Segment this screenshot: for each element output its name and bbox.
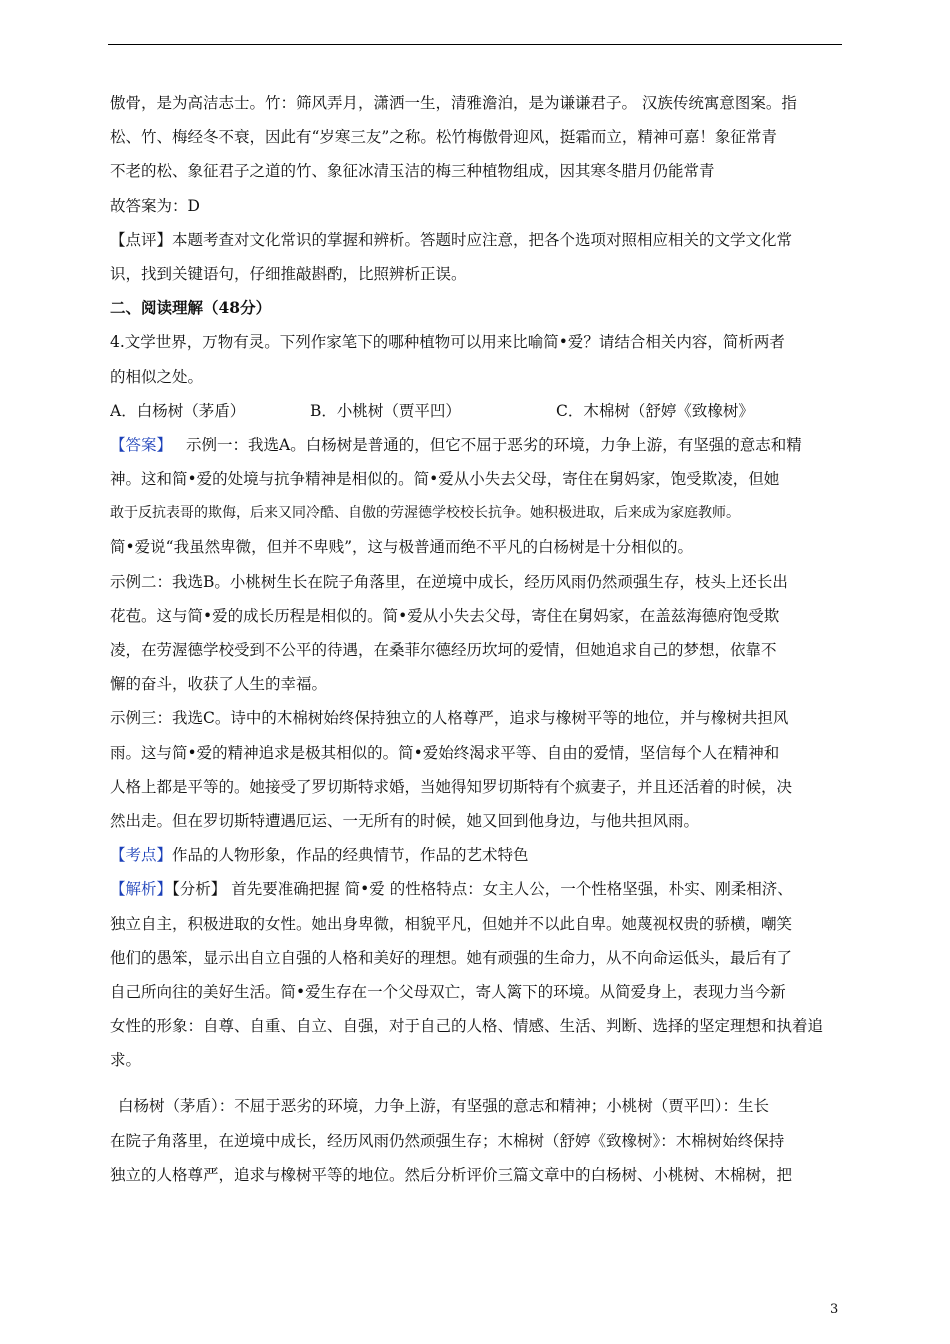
option-c: C．木棉树（舒婷《致橡树》 [556,401,754,420]
answer-text: 敢于反抗表哥的欺侮，后来又同冷酷、自傲的劳渥德学校校长抗争。她积极进取，后来成为家庭教师。 [110,505,740,522]
option-a: A．白杨树（茅盾） [110,401,246,420]
answer-text: 示例二：我选B。小桃树生长在院子角落里，在逆境中成长，经历风雨仍然顽强生存，枝头上还长出 [110,572,788,591]
answer-text: 凌，在劳渥德学校受到不公平的待遇，在桑菲尔德经历坎坷的爱情，但她追求自己的梦想，依靠不 [110,641,777,659]
header-rule [108,44,842,45]
kaodian-text: 作品的人物形象，作品的经典情节，作品的艺术特色 [172,846,529,865]
answer-text: 懈的奋斗，收获了人生的幸福。 [110,675,328,694]
text-line: 不老的松、象征君子之道的竹、象征冰清玉洁的梅三种植物组成，因其寒冬腊月仍能常青 [110,162,715,181]
analysis-text: 他们的愚笨，显示出自立自强的人格和美好的理想。她有顽强的生命力，从不向命运低头，最后有了 [110,948,793,967]
analysis-text: 女性的形象：自尊、自重、自立、自强，对于自己的人格、情感、生活、判断、选择的坚定理想和执着追 [110,1017,824,1036]
text-line: 松、竹、梅经冬不衰，因此有“岁寒三友”之称。松竹梅傲骨迎风，挺霜而立，精神可嘉！象征常青 [110,128,777,147]
comment-line: 识，找到关键语句，仔细推敲斟酌，比照辨析正误。 [110,264,467,283]
document-body [110,86,844,1192]
options-row [110,394,844,428]
answer-text: 示例一：我选A。白杨树是普通的，但它不屈于恶劣的环境，力争上游，有坚强的意志和精 [186,435,802,454]
answer-text: 花苞。这与简•爱的成长历程是相似的。简•爱从小失去父母，寄住在舅妈家，在盖兹海德府饱受欺 [110,606,780,625]
answer-text: 示例三：我选C。诗中的木棉树始终保持独立的人格尊严，追求与橡树平等的地位，并与橡树共担风 [110,709,789,728]
analysis-text: 自己所向往的美好生活。简•爱生存在一个父母双亡，寄人篱下的环境。从简爱身上，表现力当今新 [110,982,786,1001]
page-number: 3 [830,1302,839,1317]
analysis-text: 独立的人格尊严，追求与橡树平等的地位。然后分析评价三篇文章中的白杨树、小桃树、木棉树，把 [110,1165,793,1184]
analysis-text: 【分析】 首先要准确把握 简•爱 的性格特点：女主人公，一个性格坚强，朴实、刚柔相济、 [172,880,793,899]
analysis-text: 求。 [110,1051,142,1070]
analysis-text: 在院子角落里，在逆境中成长，经历风雨仍然顽强生存；木棉树（舒婷《致橡树》：木棉树始终保持 [110,1131,785,1150]
question-line: 4.文学世界，万物有灵。下列作家笔下的哪种植物可以用来比喻简•爱？请结合相关内容，简析两者 [110,333,785,352]
option-b: B．小桃树（贾平凹） [310,401,461,420]
answer-text: 神。这和简•爱的处境与抗争精神是相似的。简•爱从小失去父母，寄住在舅妈家，饱受欺凌，但她 [110,470,780,489]
analysis-text: 白杨树（茅盾）：不屈于恶劣的环境，力争上游，有坚强的意志和精神；小桃树（贾平凹）：生长 [118,1097,770,1116]
answer-text: 人格上都是平等的。她接受了罗切斯特求婚，当她得知罗切斯特有个疯妻子，并且还活着的时候，决 [110,777,793,796]
question-line: 的相似之处。 [110,367,204,386]
kaodian-tag: 【考点】 [110,846,173,865]
answer-line: 故答案为：D [110,196,200,215]
answer-text: 简•爱说“我虽然卑微，但并不卑贱”，这与极普通而绝不平凡的白杨树是十分相似的。 [110,538,693,557]
answer-text: 雨。这与简•爱的精神追求是极其相似的。简•爱始终渴求平等、自由的爱情，坚信每个人在精神和 [110,743,780,762]
section-heading: 二、阅读理解（48分） [110,298,272,318]
answer-text: 然出走。但在罗切斯特遭遇厄运、一无所有的时候，她又回到他身边，与他共担风雨。 [110,811,700,830]
answer-tag: 【答案】 [110,435,173,454]
text-line: 傲骨，是为高洁志士。竹：筛风弄月，潇洒一生，清雅澹泊，是为谦谦君子。 汉族传统寓意图案。指 [110,94,797,112]
jiexi-tag: 【解析】 [110,880,173,899]
analysis-text: 独立自主，积极进取的女性。她出身卑微，相貌平凡，但她并不以此自卑。她蔑视权贵的骄横，嘲笑 [110,914,793,933]
comment-line: 【点评】本题考查对文化常识的掌握和辨析。答题时应注意，把各个选项对照相应相关的文学文化常 [110,230,793,249]
